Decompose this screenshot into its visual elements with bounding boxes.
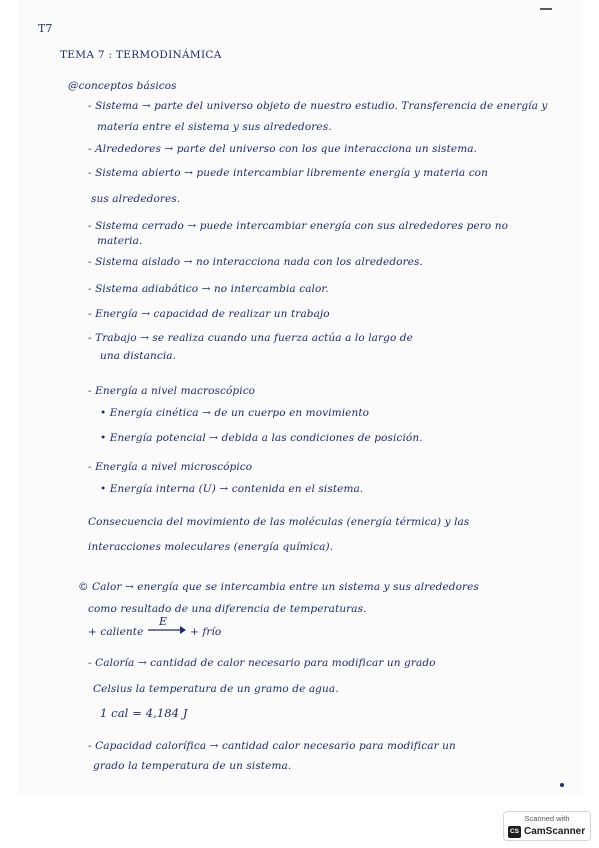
page-title: TEMA 7 : TERMODINÁMICA (60, 49, 222, 61)
note-line: interacciones moleculares (energía química). (88, 541, 334, 553)
ink-dot (560, 783, 564, 787)
note-line: - Sistema adiabático → no intercambia calor. (88, 283, 329, 295)
note-line: - Trabajo → se realiza cuando una fuerza actúa a lo largo de (88, 332, 413, 344)
note-line: + frío (190, 626, 222, 638)
note-line: - Capacidad calorífica → cantidad calor necesario para modificar un (88, 740, 456, 752)
note-line: - Energía a nivel macroscópico (88, 385, 256, 397)
note-line: • Energía potencial → debida a las condiciones de posición. (100, 432, 423, 444)
note-line: © Calor → energía que se intercambia entre un sistema y sus alrededores (78, 581, 479, 593)
note-line: • Energía cinética → de un cuerpo en movimiento (100, 407, 370, 419)
note-line: Consecuencia del movimiento de las moléculas (energía térmica) y las (88, 516, 470, 528)
note-line: sus alrededores. (91, 193, 181, 205)
note-line: materia. (97, 235, 143, 247)
note-line: - Sistema → parte del universo objeto de nuestro estudio. Transferencia de energía y (88, 100, 548, 112)
camscanner-logo-icon: CS (508, 826, 521, 838)
note-line: - Caloría → cantidad de calor necesario para modificar un grado (88, 657, 436, 669)
arrow-right-icon (146, 624, 186, 636)
arrow-label: E (159, 615, 168, 628)
note-line: Celsius la temperatura de un gramo de agua. (93, 683, 339, 695)
note-line: grado la temperatura de un sistema. (93, 760, 292, 772)
edge-mark (540, 8, 552, 10)
note-line: + caliente (88, 626, 144, 638)
note-line: una distancia. (100, 350, 177, 362)
note-line: - Sistema abierto → puede intercambiar libremente energía y materia con (88, 167, 488, 179)
camscanner-brand: CamScanner (524, 826, 586, 837)
energy-arrow (146, 615, 186, 636)
formula: 1 cal = 4,184 J (100, 706, 188, 720)
note-line: • Energía interna (U) → contenida en el sistema. (100, 483, 364, 495)
section-heading: @conceptos básicos (68, 80, 177, 92)
note-line: - Energía a nivel microscópico (88, 461, 253, 473)
notebook-paper (18, 0, 581, 795)
note-line: - Energía → capacidad de realizar un trabajo (88, 308, 330, 320)
note-line: materia entre el sistema y sus alrededores. (97, 121, 332, 133)
note-line: - Sistema cerrado → puede intercambiar energía con sus alrededores pero no (88, 220, 509, 232)
camscanner-badge (503, 811, 591, 841)
note-line: - Alrededores → parte del universo con los que interacciona un sistema. (88, 143, 478, 155)
page-number: T7 (38, 22, 53, 35)
note-line: - Sistema aislado → no interacciona nada con los alrededores. (88, 256, 423, 268)
note-line: como resultado de una diferencia de temperaturas. (88, 603, 367, 615)
scanned-with-label: Scanned with (524, 814, 570, 823)
